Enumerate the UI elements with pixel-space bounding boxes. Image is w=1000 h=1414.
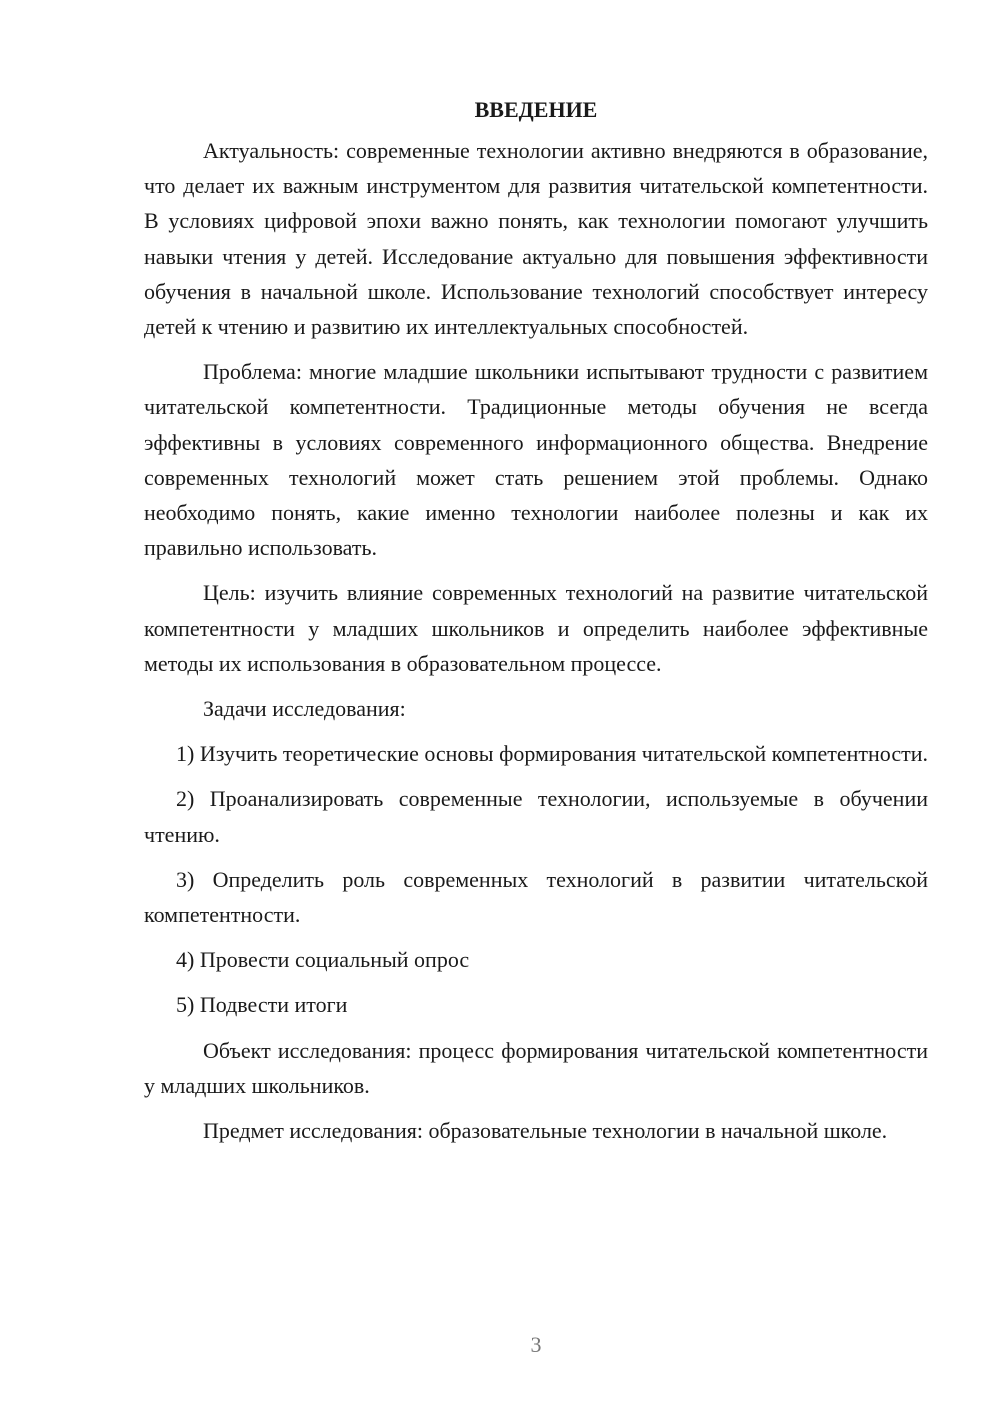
subject-paragraph: Предмет исследования: образовательные технологии в начальной школе. xyxy=(203,1118,888,1144)
relevance-paragraph: Актуальность: современные технологии активно внедряются в образование, что делает их важным инструментом для развития читательской компетентности. В условиях цифровой эпохи важно понять, как технологии помогают улучшить навыки чтения у детей. Исследование актуально для повышения эффективности обучения в начальной школе. Использование технологий способствует интересу детей к чтению и развитию их интеллектуальных способностей. xyxy=(144,138,928,340)
object-paragraph: Объект исследования: процесс формирования читательской компетентности у младших школьников. xyxy=(144,1037,928,1098)
task-item-5: 5) Подвести итоги xyxy=(176,992,348,1018)
task-item-2: 2) Проанализировать современные технологии, используемые в обучении чтению. xyxy=(144,786,928,847)
document-page xyxy=(144,92,928,1158)
tasks-heading: Задачи исследования: xyxy=(203,696,406,722)
task-item-3: 3) Определить роль современных технологий в развитии читательской компетентности. xyxy=(144,866,928,928)
task-item-4: 4) Провести социальный опрос xyxy=(176,947,470,973)
problem-paragraph: Проблема: многие младшие школьники испытывают трудности с развитием читательской компетентности. Традиционные методы обучения не всегда эффективны в условиях современного информационного общества. Внедрение современных технологий может стать решением этой проблемы. Однако необходимо понять, какие именно технологии наиболее полезны и как их правильно использовать. xyxy=(144,359,928,561)
page-title: ВВЕДЕНИЕ xyxy=(474,97,598,122)
page-number: 3 xyxy=(530,1332,542,1357)
goal-paragraph: Цель: изучить влияние современных технологий на развитие читательской компетентности у младших школьников и определить наиболее эффективные методы их использования в образовательном процессе. xyxy=(144,580,928,676)
task-item-1: 1) Изучить теоретические основы формирования читательской компетентности. xyxy=(176,741,928,767)
